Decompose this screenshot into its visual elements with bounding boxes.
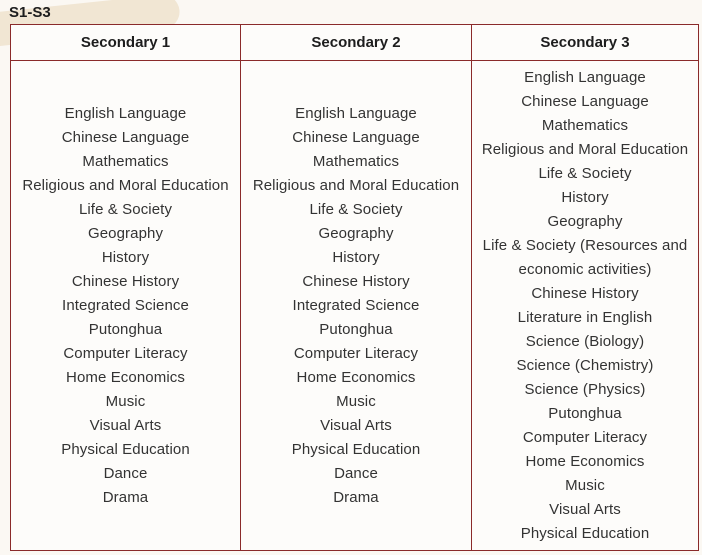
subject-item: Geography	[87, 224, 164, 242]
subject-item: Putonghua	[319, 320, 393, 338]
subject-item: Religious and Moral Education	[252, 176, 460, 194]
section-label: S1-S3	[9, 4, 51, 21]
subject-item: Putonghua	[548, 404, 622, 422]
subject-item: Integrated Science	[62, 296, 189, 314]
subject-item: Religious and Moral Education	[22, 176, 229, 194]
subject-item: Life & Society	[309, 200, 403, 218]
subject-item: Mathematics	[312, 152, 400, 170]
subject-item: Physical Education	[520, 524, 650, 542]
subject-item: Chinese Language	[292, 128, 420, 146]
subject-item: Chinese History	[71, 272, 180, 290]
subject-item: Dance	[103, 464, 148, 482]
subject-item: Life & Society (Resources and economic activities)	[482, 236, 688, 278]
subject-item: History	[561, 188, 609, 206]
curriculum-table	[10, 24, 699, 551]
header-row	[11, 25, 699, 61]
column-header-secondary-1: Secondary 1	[11, 25, 241, 61]
subjects-cell-secondary-3	[472, 61, 699, 551]
subject-list-secondary-2	[241, 102, 471, 510]
subject-item: English Language	[64, 104, 187, 122]
subject-item: Computer Literacy	[522, 428, 648, 446]
subject-item: Computer Literacy	[293, 344, 419, 362]
subject-item: Visual Arts	[320, 416, 392, 434]
subject-item: Science (Physics)	[524, 380, 646, 398]
subject-item: Putonghua	[88, 320, 163, 338]
subject-item: Physical Education	[291, 440, 421, 458]
subject-item: Music	[565, 476, 605, 494]
subject-item: Home Economics	[66, 368, 185, 386]
subjects-cell-secondary-1	[11, 61, 241, 551]
subject-item: English Language	[524, 68, 646, 86]
subject-item: Science (Chemistry)	[516, 356, 654, 374]
subject-item: Life & Society	[78, 200, 173, 218]
subject-list-secondary-1	[11, 102, 240, 510]
subject-item: Home Economics	[525, 452, 645, 470]
subject-item: History	[332, 248, 380, 266]
subject-item: Life & Society	[538, 164, 632, 182]
subject-list-secondary-3	[472, 66, 698, 546]
subject-item: Mathematics	[541, 116, 629, 134]
subject-item: Visual Arts	[549, 500, 621, 518]
subject-item: Science (Biology)	[525, 332, 645, 350]
subjects-row	[11, 61, 699, 551]
subject-item: Chinese History	[302, 272, 410, 290]
subject-item: Computer Literacy	[63, 344, 188, 362]
subject-item: Music	[105, 392, 146, 410]
subject-item: Drama	[333, 488, 379, 506]
subject-item: Integrated Science	[292, 296, 420, 314]
subject-item: Home Economics	[296, 368, 416, 386]
subject-item: Chinese Language	[521, 92, 649, 110]
subject-item: History	[101, 248, 150, 266]
subject-item: Geography	[318, 224, 394, 242]
subject-item: Dance	[334, 464, 378, 482]
subject-item: Geography	[547, 212, 623, 230]
column-header-secondary-2: Secondary 2	[241, 25, 472, 61]
subject-item: Chinese History	[531, 284, 639, 302]
subject-item: Visual Arts	[89, 416, 162, 434]
column-header-secondary-3: Secondary 3	[472, 25, 699, 61]
subject-item: Mathematics	[82, 152, 169, 170]
subject-item: Drama	[102, 488, 149, 506]
subjects-cell-secondary-2	[241, 61, 472, 551]
subject-item: Religious and Moral Education	[481, 140, 689, 158]
subject-item: English Language	[295, 104, 417, 122]
subject-item: Physical Education	[61, 440, 190, 458]
subject-item: Literature in English	[517, 308, 653, 326]
subject-item: Music	[336, 392, 376, 410]
subject-item: Chinese Language	[61, 128, 190, 146]
